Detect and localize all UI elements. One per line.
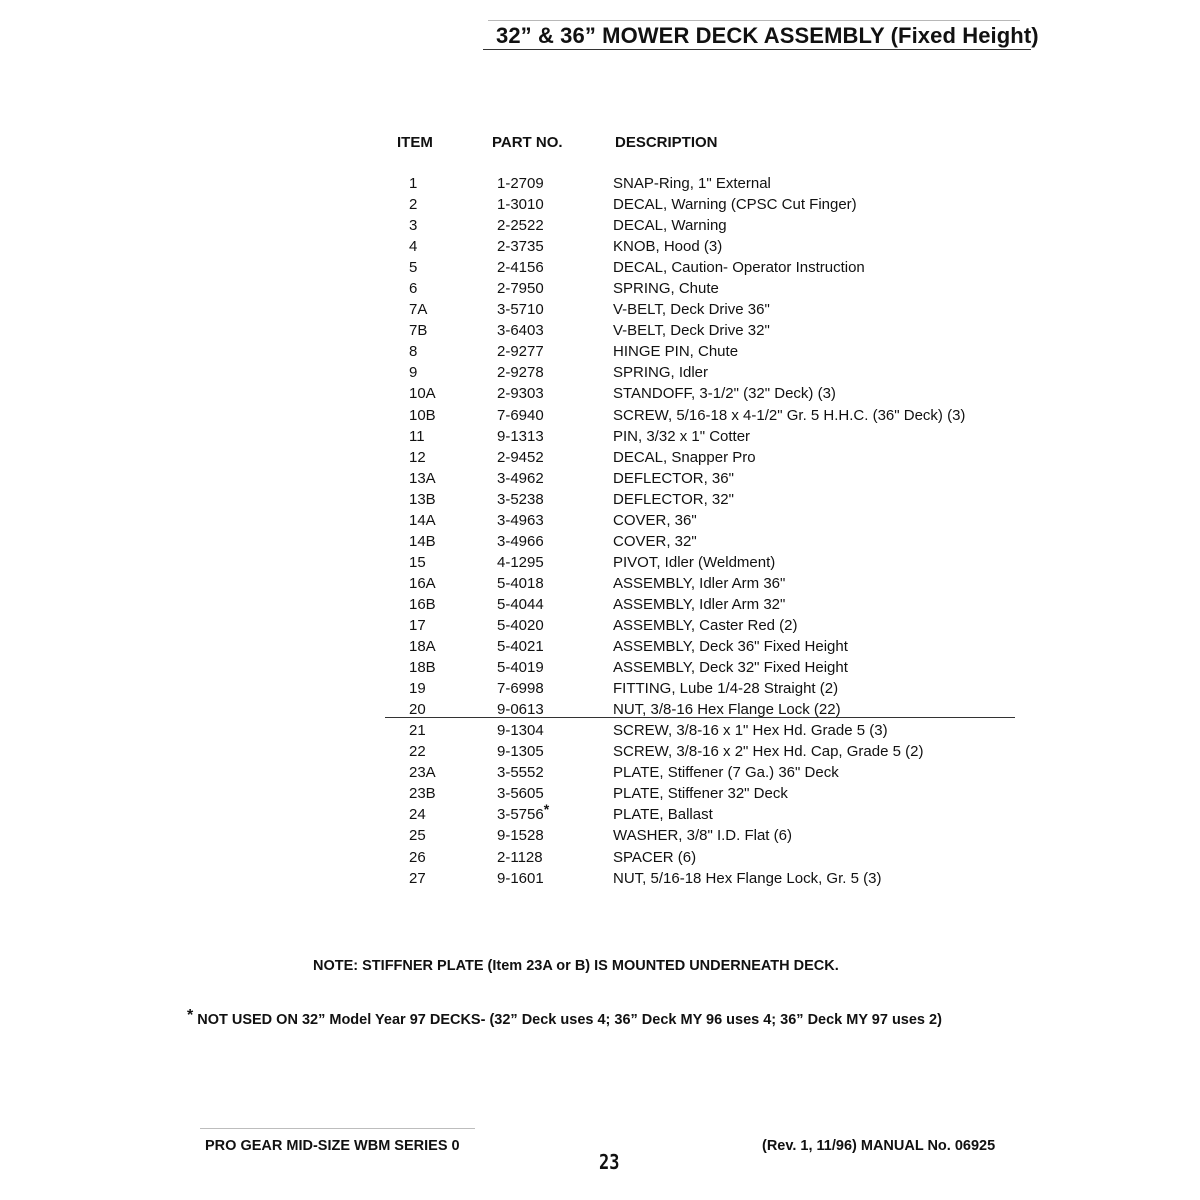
part-number-text: 5-4019 [497,659,544,677]
part-description: DECAL, Snapper Pro [613,448,756,466]
table-row [392,447,1012,468]
footnote-text: NOT USED ON 32” Model Year 97 DECKS- (32” Deck uses 4; 36” Deck MY 96 uses 4; 36” Deck MY 97 uses 2) [197,1012,942,1028]
part-description: DEFLECTOR, 36" [613,469,734,487]
item-number: 7B [409,322,428,340]
table-row [392,868,1012,889]
part-number-text: 3-4962 [497,469,544,487]
item-number: 22 [409,743,426,761]
part-description: DECAL, Caution- Operator Instruction [613,259,865,277]
table-row [392,720,1012,741]
item-number: 25 [409,827,426,845]
footer-rule [200,1128,475,1129]
part-number [497,215,544,236]
part-description: PLATE, Stiffener (7 Ga.) 36" Deck [613,764,839,782]
part-description: PIVOT, Idler (Weldment) [613,553,776,571]
table-row [392,531,1012,552]
item-number: 14A [409,511,436,529]
item-number: 5 [409,259,418,277]
part-number [497,341,544,362]
part-number [497,405,544,426]
table-row [392,573,1012,594]
footnote [187,1007,942,1029]
item-number: 17 [409,616,426,634]
part-description: SCREW, 5/16-18 x 4-1/2" Gr. 5 H.H.C. (36" Deck) (3) [613,406,966,424]
part-number [497,278,544,299]
part-number [497,236,544,257]
table-row [392,552,1012,573]
title-rule-top [488,20,1020,21]
part-number-text: 3-4966 [497,532,544,550]
part-description: PIN, 3/32 x 1" Cotter [613,427,751,445]
part-description: DEFLECTOR, 32" [613,490,734,508]
part-number-text: 5-4018 [497,574,544,592]
part-number [497,657,544,678]
table-row [392,362,1012,383]
table-row [392,236,1012,257]
table-row [392,594,1012,615]
part-number-text: 3-5605 [497,785,544,803]
part-description: WASHER, 3/8" I.D. Flat (6) [613,827,792,845]
part-number-text: 2-4156 [497,259,544,277]
part-number [497,762,544,783]
part-number-text: 2-3735 [497,238,544,256]
item-number: 3 [409,217,418,235]
part-number-text: 9-1304 [497,722,544,740]
part-number-text: 2-7950 [497,280,544,298]
part-number [497,825,544,846]
part-description: SPRING, Chute [613,280,719,298]
part-description: COVER, 36" [613,511,697,529]
table-row [392,801,1012,825]
part-description: PLATE, Ballast [613,806,713,824]
table-row [392,741,1012,762]
part-number [497,552,544,573]
item-number: 13A [409,469,436,487]
parts-table [392,173,1012,889]
part-number [497,173,544,194]
part-description: V-BELT, Deck Drive 32" [613,322,770,340]
footnote-marker: * [187,1007,194,1024]
part-number-text: 9-1601 [497,869,544,887]
table-row [392,320,1012,341]
part-number [497,468,544,489]
item-number: 16A [409,574,436,592]
part-number-text: 5-4044 [497,595,544,613]
part-number-text: 2-9303 [497,385,544,403]
part-number-text: 2-9278 [497,364,544,382]
part-description: HINGE PIN, Chute [613,343,739,361]
part-number-text: 7-6998 [497,680,544,698]
item-number: 24 [409,806,426,824]
item-number: 21 [409,722,426,740]
footer-series-label: PRO GEAR MID-SIZE WBM SERIES 0 [205,1138,460,1154]
table-row [392,173,1012,194]
column-header-item: ITEM [397,134,433,151]
part-number-text: 3-6403 [497,322,544,340]
part-number [497,801,550,825]
part-description: ASSEMBLY, Caster Red (2) [613,616,798,634]
title-rule-bottom [483,49,1031,50]
table-row [392,215,1012,236]
table-row [392,783,1012,804]
item-number: 12 [409,448,426,466]
part-number-text: 5-4021 [497,638,544,656]
column-header-part-no: PART NO. [492,134,563,151]
part-description: STANDOFF, 3-1/2" (32" Deck) (3) [613,385,836,403]
table-divider [385,717,1015,718]
item-number: 4 [409,238,418,256]
part-number-text: 2-9452 [497,448,544,466]
part-number-text: 2-9277 [497,343,544,361]
part-number [497,847,543,868]
table-row [392,405,1012,426]
part-number [497,510,544,531]
part-number-text: 9-0613 [497,701,544,719]
part-number [497,594,544,615]
part-number-text: 1-2709 [497,175,544,192]
item-number: 1 [409,175,418,192]
part-number-text: 3-5238 [497,490,544,508]
part-description: ASSEMBLY, Deck 36" Fixed Height [613,638,848,656]
item-number: 10B [409,406,436,424]
column-header-description: DESCRIPTION [615,134,718,151]
part-number [497,783,544,804]
part-number [497,489,544,510]
footer-manual-revision: (Rev. 1, 11/96) MANUAL No. 06925 [762,1138,996,1154]
table-row [392,426,1012,447]
part-description: SCREW, 3/8-16 x 1" Hex Hd. Grade 5 (3) [613,722,888,740]
item-number: 18B [409,659,436,677]
item-number: 6 [409,280,418,298]
item-number: 15 [409,553,426,571]
part-number [497,531,544,552]
item-number: 2 [409,196,418,214]
part-number [497,636,544,657]
part-number [497,426,544,447]
part-number-text: 3-5552 [497,764,544,782]
part-number [497,573,544,594]
part-number-text: 2-2522 [497,217,544,235]
part-description: PLATE, Stiffener 32" Deck [613,785,788,803]
part-description: ASSEMBLY, Idler Arm 36" [613,574,786,592]
part-number [497,447,544,468]
table-row [392,657,1012,678]
part-description: DECAL, Warning (CPSC Cut Finger) [613,196,857,214]
table-row [392,194,1012,215]
part-number-text: 1-3010 [497,196,544,214]
part-description: COVER, 32" [613,532,697,550]
item-number: 18A [409,638,436,656]
footnote-asterisk: * [543,801,550,818]
part-number [497,320,544,341]
part-description: NUT, 3/8-16 Hex Flange Lock (22) [613,701,841,719]
item-number: 26 [409,848,426,866]
part-number [497,720,544,741]
stiffener-note: NOTE: STIFFNER PLATE (Item 23A or B) IS MOUNTED UNDERNEATH DECK. [313,958,839,974]
part-number-text: 3-5710 [497,301,544,319]
part-number-text: 9-1528 [497,827,544,845]
item-number: 10A [409,385,436,403]
part-number-text: 9-1305 [497,743,544,761]
item-number: 13B [409,490,436,508]
part-number-text: 2-1128 [497,848,543,866]
table-row [392,341,1012,362]
part-number-text: 4-1295 [497,553,544,571]
table-row [392,278,1012,299]
item-number: 14B [409,532,436,550]
table-row [392,847,1012,868]
part-number-text: 3-4963 [497,511,544,529]
table-row [392,678,1012,699]
item-number: 27 [409,869,426,887]
part-number-text: 3-5756 [497,806,544,824]
table-row [392,383,1012,404]
table-row [392,636,1012,657]
item-number: 20 [409,701,426,719]
part-description: V-BELT, Deck Drive 36" [613,301,770,319]
item-number: 7A [409,301,428,319]
item-number: 11 [409,427,425,445]
part-description: ASSEMBLY, Deck 32" Fixed Height [613,659,848,677]
part-description: SPRING, Idler [613,364,709,382]
part-description: FITTING, Lube 1/4-28 Straight (2) [613,680,839,698]
part-description: SPACER (6) [613,848,697,866]
page-number: 23 [599,1150,620,1174]
table-row [392,615,1012,636]
part-number [497,383,544,404]
page-title: 32” & 36” MOWER DECK ASSEMBLY (Fixed Height) [496,23,1039,48]
part-number [497,194,544,215]
table-row [392,825,1012,846]
part-description: KNOB, Hood (3) [613,238,723,256]
part-description: SNAP-Ring, 1" External [613,175,771,192]
item-number: 23A [409,764,436,782]
part-number-text: 9-1313 [497,427,544,445]
table-row [392,257,1012,278]
part-number-text: 7-6940 [497,406,544,424]
item-number: 8 [409,343,418,361]
table-row [392,510,1012,531]
part-number [497,868,544,889]
item-number: 16B [409,595,436,613]
table-row [392,489,1012,510]
part-number [497,678,544,699]
table-row [392,468,1012,489]
table-row [392,299,1012,320]
item-number: 23B [409,785,436,803]
part-number [497,615,544,636]
part-number [497,257,544,278]
table-row [392,762,1012,783]
part-number [497,741,544,762]
part-number [497,362,544,383]
part-number-text: 5-4020 [497,616,544,634]
part-description: DECAL, Warning [613,217,727,235]
part-number [497,299,544,320]
part-description: ASSEMBLY, Idler Arm 32" [613,595,786,613]
part-description: SCREW, 3/8-16 x 2" Hex Hd. Cap, Grade 5 (2) [613,743,924,761]
item-number: 19 [409,680,426,698]
part-description: NUT, 5/16-18 Hex Flange Lock, Gr. 5 (3) [613,869,882,887]
item-number: 9 [409,364,418,382]
